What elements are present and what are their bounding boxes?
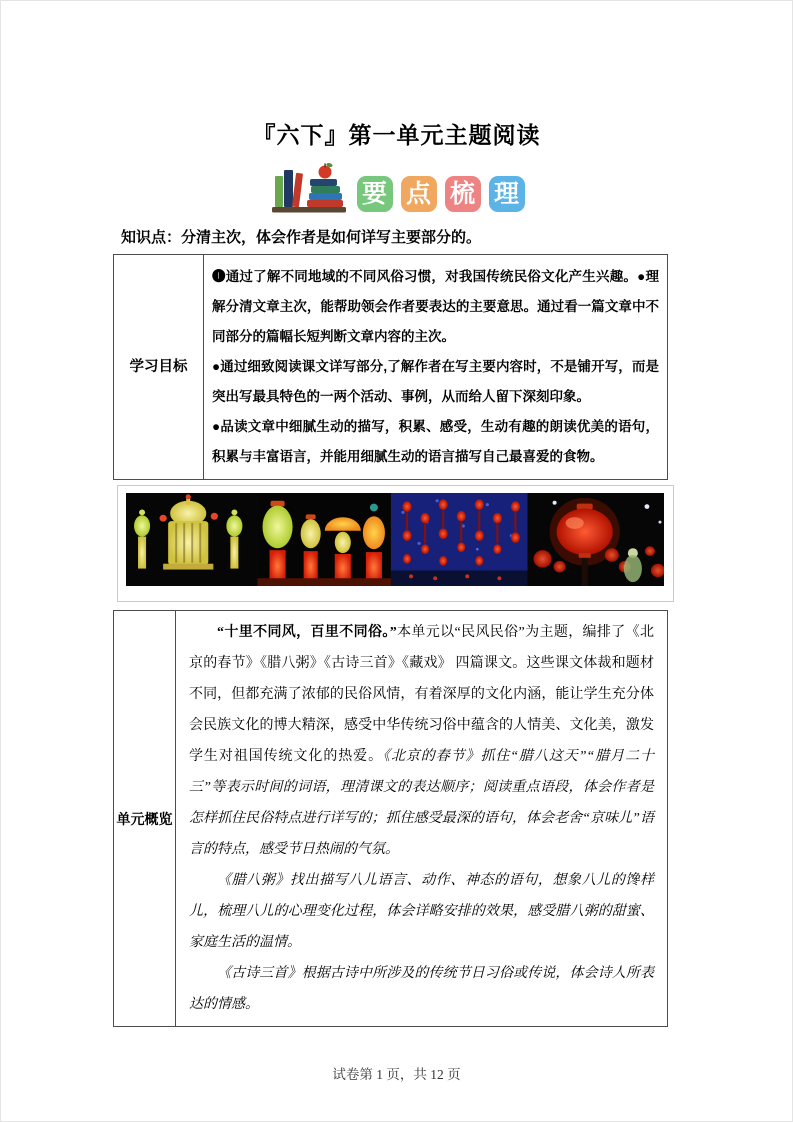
overview-paragraph-3: 《古诗三首》根据古诗中所涉及的传统节日习俗或传说，体会诗人所表达的情感。: [189, 966, 654, 1012]
badge-yao: 要: [357, 176, 393, 212]
unit-overview-body: [176, 611, 668, 1027]
books-stack-icon: [269, 160, 349, 214]
unit-overview-header: 单元概览: [114, 611, 176, 1027]
goal-item: ●品读文章中细腻生动的描写，积累、感受，生动有趣的朗读优美的语句，积累与丰富语言，并能用细腻生动的语言描写自己最喜爱的食物。: [212, 419, 659, 464]
badge-li: 理: [489, 176, 525, 212]
unit-overview-table: [113, 610, 668, 1027]
learning-goals-table: [113, 254, 668, 480]
lantern-photo-panel: [117, 485, 674, 602]
table-row: [114, 611, 668, 1027]
badge-dian: 点: [401, 176, 437, 212]
goal-item: ❶通过了解不同地域的不同风俗习惯，对我国传统民俗文化产生兴趣。●理解分清文章主次，能帮助领会作者要表达的主要意思。通过看一篇文章中不同部分的篇幅长短判断文章内容的主次。: [212, 269, 659, 344]
overview-paragraph-2: 《腊八粥》找出描写八儿语言、动作、神态的语句，想象八儿的馋样儿，梳理八儿的心理变化过程，体会详略安排的效果，感受腊八粥的甜蜜、家庭生活的温情。: [189, 873, 654, 950]
lantern-festival-photo: [126, 493, 664, 586]
overview-paragraph-1: [189, 617, 654, 865]
key-points-banner: [1, 158, 792, 214]
knowledge-point: 知识点：分清主次，体会作者是如何详写主要部分的。: [121, 229, 482, 246]
opening-quote: “十里不同风，百里不同俗。”: [217, 625, 397, 640]
overview-paragraph-1-kai: 《北京的春节》抓住“腊八这天”“腊月二十三”等表示时间的词语，理清课文的表达顺序；阅读重点语段，体会作者是怎样抓住民俗特点进行详写的；抓住感受最深的语句，体会老舍“京味儿”语言的特点，感受节日热闹的气氛。: [189, 749, 655, 857]
page-footer: 试卷第 1 页，共 12 页: [332, 1067, 461, 1082]
learning-goals-header: 学习目标: [114, 255, 204, 480]
learning-goals-body: [204, 255, 668, 480]
goal-item: ●通过细致阅读课文详写部分,了解作者在写主要内容时，不是铺开写，而是突出写最具特色的一两个活动、事例，从而给人留下深刻印象。: [212, 359, 659, 404]
page-title: 『六下』第一单元主题阅读: [252, 122, 541, 148]
table-row: [114, 255, 668, 480]
overview-paragraph-1-main: 本单元以“民风民俗”为主题，编排了《北京的春节》《腊八粥》《古诗三首》《藏戏》 四篇课文。这些课文体裁和题材不同，但都充满了浓郁的民俗风情，有着深厚的文化内涵，能让学生充分体会民族文化的博大精深，感受中华传统习俗中蕴含的人情美、文化美，激发学生对祖国传统文化的热爱。: [189, 625, 654, 764]
badge-shu: 梳: [445, 176, 481, 212]
